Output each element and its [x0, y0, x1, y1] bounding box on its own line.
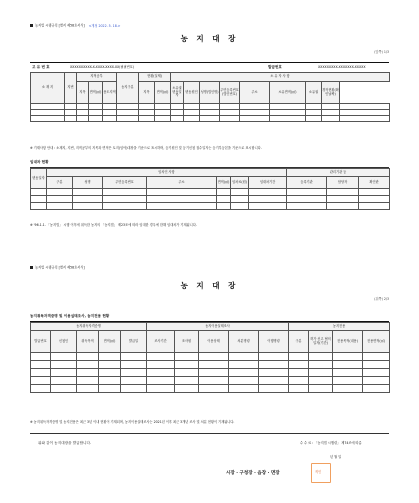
- issue-no-value: XXXXXXXXX-XXXXXXX-XXXXX: [318, 65, 366, 69]
- col-applicant: 신청인: [51, 331, 77, 353]
- date-label: 년 월 일: [330, 455, 342, 459]
- col-issue-no: 발급번호: [31, 331, 51, 353]
- form-reference-2: [30, 266, 85, 270]
- acq-group: 농지취득자격증명: [31, 323, 147, 331]
- col-address: 소 재 지: [31, 73, 65, 104]
- issuer: 시장 · 구청장 · 읍장 · 면장: [226, 471, 280, 476]
- col-ownership: 소유권: [306, 82, 322, 104]
- col-change-reason: 변동원인: [184, 82, 200, 104]
- col-owner-group: 소 유 자 사 항: [171, 73, 390, 82]
- square-bullet-icon: [30, 24, 33, 27]
- lease-col-id: 주민등록번호: [103, 177, 147, 189]
- id-label: 고 유 번 호: [32, 65, 50, 69]
- note-1: ※ 기재사항 안내 : 소재지, 지번, 지적공부의 지목과 면적은 토지(임야)대장을 기준으로 표시하며, 등기원인 및 등기신청 접수일자는 등기부등본을 기준으로 표시합니다.: [30, 146, 262, 150]
- lease-col-seq: 변동일자: [31, 169, 47, 189]
- lease-col-name: 성명: [73, 177, 103, 189]
- acq-table: [30, 322, 390, 393]
- col-acq-area: 면적(㎡): [99, 331, 121, 353]
- page-number: (앞쪽) 1/3: [374, 50, 389, 54]
- note-2: ※ '96.1.1. 「농지법」 시행 이후에 취득한 농지의 「농지법」 제23조에 따라 임대한 경우에 한해 임대차가 기재됩니다.: [30, 223, 197, 227]
- certify-text: 위와 같이 농지대장을 발급합니다.: [38, 441, 92, 445]
- seal-box: [311, 463, 331, 483]
- col-area: 면적(㎡): [89, 82, 103, 104]
- land-table: [30, 72, 390, 122]
- col-farming-order: 이행명령: [259, 331, 289, 353]
- col-use-status: 이용상태: [199, 331, 229, 353]
- col-current-area: 면적(㎡): [155, 82, 171, 104]
- col-farming-status: 경작현황(확인날짜): [322, 82, 340, 104]
- lease-col-period: 임대차기간: [249, 177, 287, 189]
- page-title: 농 지 대 장: [180, 34, 239, 43]
- col-use: 용도지역: [103, 82, 117, 104]
- lease-col-manager: 관리기관 등: [287, 169, 390, 177]
- col-dong: 지목: [139, 82, 155, 104]
- form-ref-note: <개정 2022. 5. 18.>: [88, 23, 121, 28]
- col-reg: 지목: [77, 82, 89, 104]
- lease-col-area: 면적(㎡): [217, 177, 231, 189]
- col-current: 현황(실제): [139, 73, 171, 82]
- col-surveyor: 조사원: [175, 331, 199, 353]
- form-ref-text-2: 농지법 시행규칙 [별지 제58호서식]: [35, 265, 85, 270]
- col-owner-id: 주민등록번호(법인번호): [220, 82, 240, 104]
- section-title: 농지취득자격증명 및 이용실태조사, 농지전용 현황: [30, 314, 110, 318]
- square-bullet-icon: [30, 266, 33, 269]
- conv-group: 농지전용: [289, 323, 390, 331]
- col-cadastral: 지적공부: [77, 73, 117, 82]
- lease-col-confirm: 확인란: [359, 177, 390, 189]
- col-conv-type: 구분: [289, 331, 309, 353]
- lease-col-rent: 임차료(원): [231, 177, 249, 189]
- form-reference: [30, 24, 120, 28]
- lease-title: 임대차 현황: [30, 160, 49, 164]
- lease-col-category: 구분: [47, 177, 73, 189]
- col-disposal: 처분명령: [229, 331, 259, 353]
- col-lot: 지번: [65, 73, 77, 104]
- page-title-2: 농 지 대 장: [180, 281, 239, 290]
- form-ref-text: 농지법 시행규칙 [별지 제58호서식]: [35, 23, 85, 28]
- col-conv-area: 전용면적(㎡): [363, 331, 390, 353]
- col-share-area: 소유면적(㎡): [270, 82, 306, 104]
- col-change-date: 소유권변동일자: [171, 82, 184, 104]
- col-owner-name: 성명(법인명): [200, 82, 220, 104]
- id-value: XXXXXXXXXX-X-XXXX-XXXX-XX(필필번호): [70, 65, 134, 69]
- seal-text: 직인: [315, 470, 322, 474]
- lease-col-person: 담당자: [327, 177, 359, 189]
- lease-table: [30, 168, 390, 210]
- col-survey-date: 조사기간: [147, 331, 175, 353]
- col-conv-date: 허가 신고 협의일자(기간): [309, 331, 333, 353]
- fee-label: 수 수 료 : 「농지법 시행령」 제74조에 따름: [300, 441, 362, 445]
- issue-no-label: 발급번호: [268, 65, 282, 69]
- note-3: ※ 농지취득자격증명 및 농지전용은 최근 3년 이내 현황이 기재되며, 농지이용실태조사는 2021년 이후 최근 3개년 조사 및 처분 현황이 기재됩니다.: [30, 420, 235, 424]
- lease-col-reg-date: 등록기관: [287, 177, 327, 189]
- col-owner-address: 주소: [240, 82, 270, 104]
- lease-col-address: 주소: [147, 177, 217, 189]
- lease-col-lessee: 임차인 사항: [47, 169, 287, 177]
- col-farmland-status: 농지구분: [117, 73, 139, 104]
- col-purpose: 취득목적: [77, 331, 99, 353]
- survey-group: 농지이용실태조사: [147, 323, 289, 331]
- col-conv-purpose: 전용목적(내용): [333, 331, 363, 353]
- page-number-2: (뒤쪽) 2/3: [374, 297, 389, 301]
- col-issue-date: 발급일: [121, 331, 147, 353]
